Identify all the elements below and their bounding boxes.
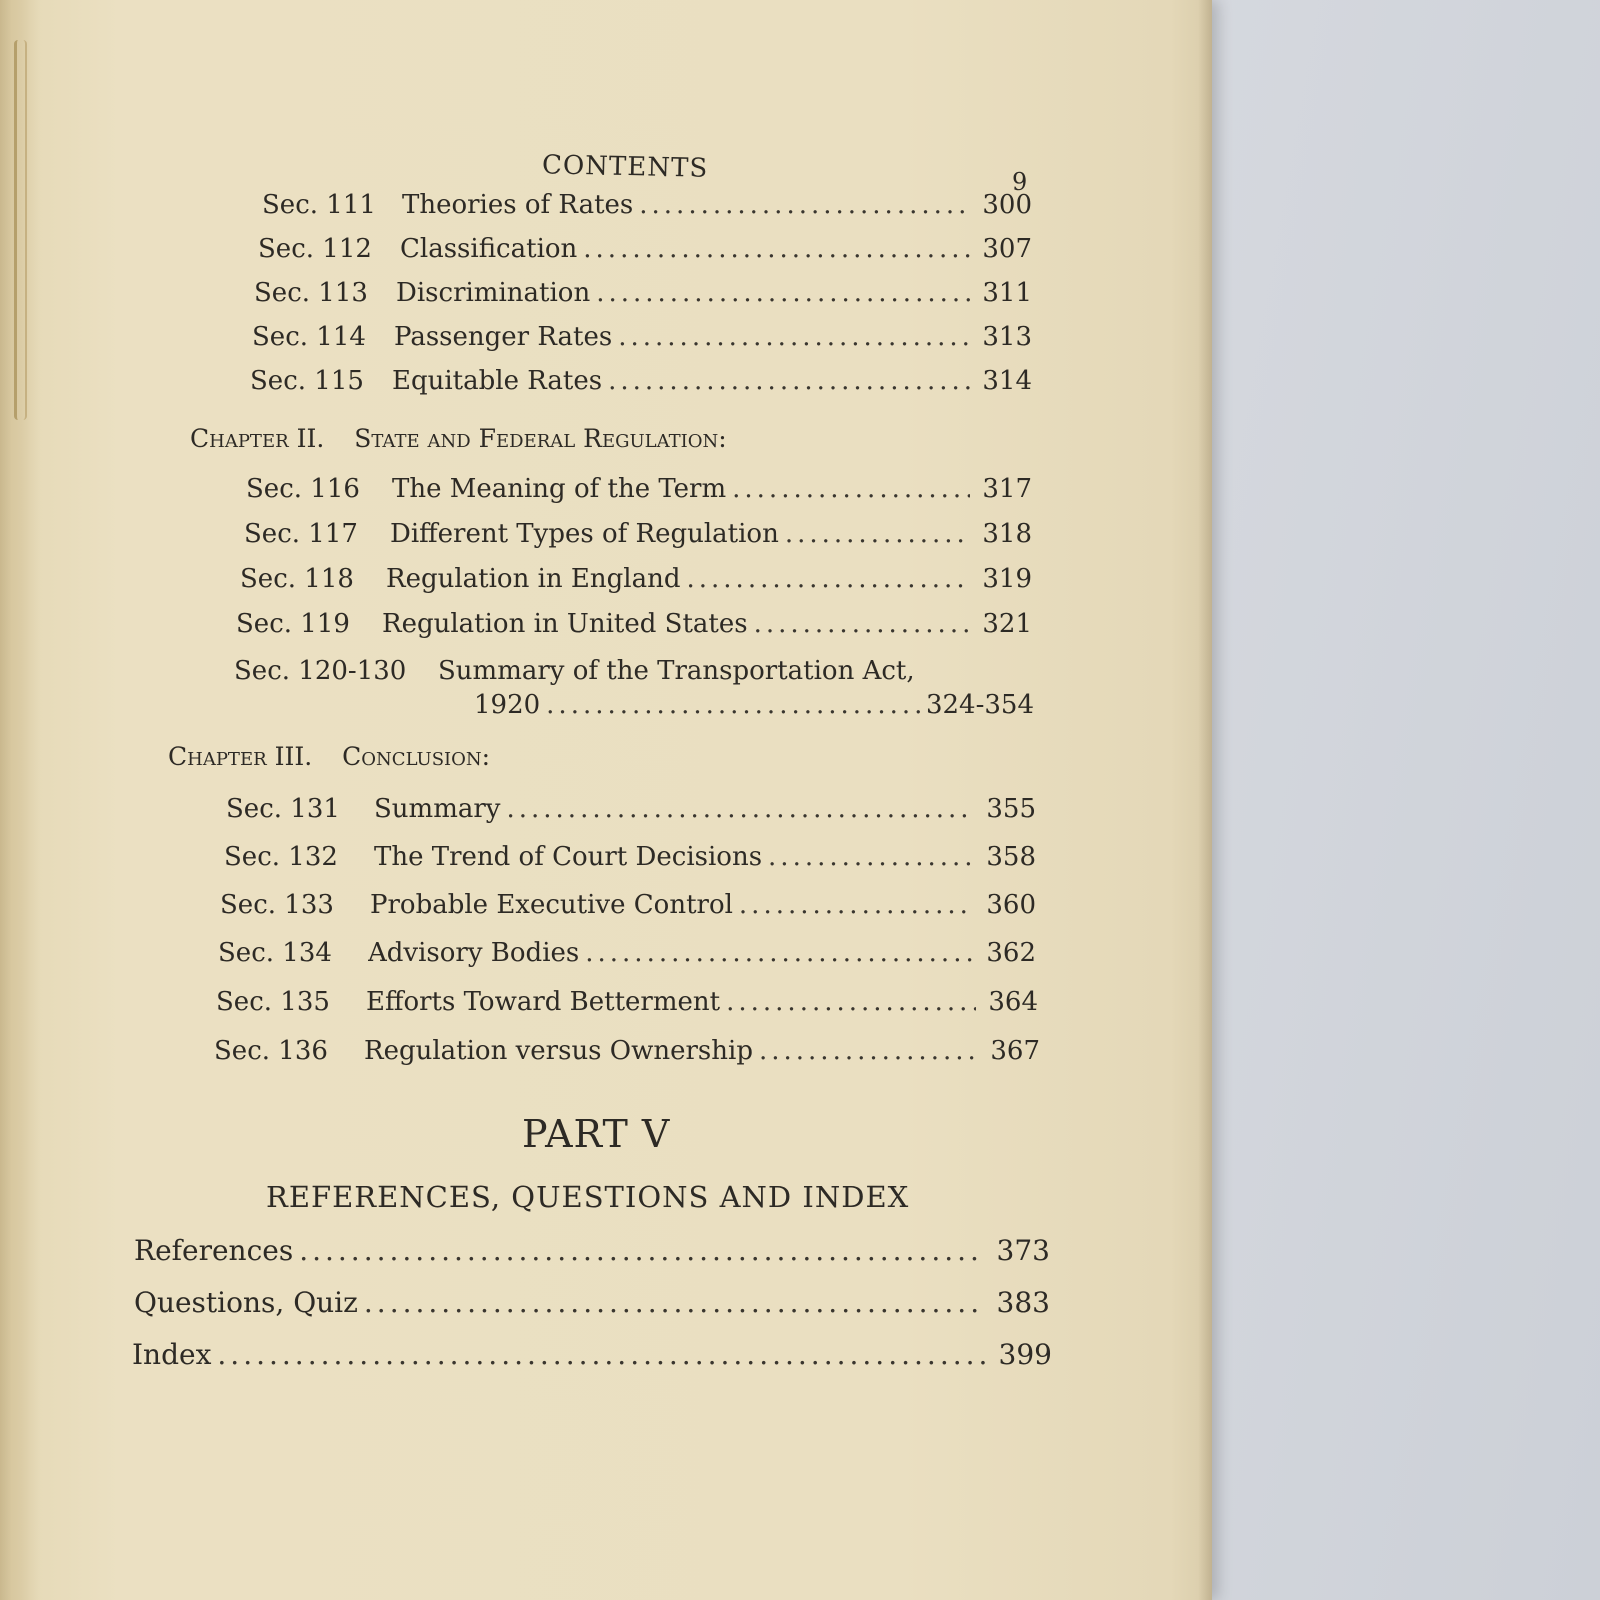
section-number: Sec. 112 bbox=[258, 234, 372, 264]
dot-leader bbox=[759, 1036, 978, 1066]
dot-leader bbox=[639, 190, 970, 220]
entry-page: 373 bbox=[996, 1234, 1050, 1267]
section-page: 360 bbox=[986, 890, 1036, 920]
toc-entry-sec-117 bbox=[244, 519, 1032, 553]
dot-leader bbox=[596, 278, 970, 308]
dot-leader bbox=[217, 1338, 986, 1371]
section-number: Sec. 134 bbox=[218, 938, 332, 968]
section-page: 317 bbox=[982, 474, 1032, 504]
section-page: 318 bbox=[982, 519, 1032, 549]
section-title: Regulation in United States bbox=[382, 609, 748, 639]
section-page: 307 bbox=[982, 234, 1032, 264]
section-number: Sec. 117 bbox=[244, 519, 358, 549]
section-title: Summary bbox=[374, 794, 501, 824]
section-title: Equitable Rates bbox=[392, 366, 603, 396]
toc-entry-sec-118 bbox=[240, 564, 1032, 598]
section-title: The Meaning of the Term bbox=[392, 474, 727, 504]
page-binding bbox=[0, 0, 40, 1600]
dot-leader bbox=[299, 1234, 984, 1267]
section-number: Sec. 119 bbox=[236, 609, 350, 639]
page-number: 9 bbox=[1012, 168, 1028, 196]
section-number: Sec. 132 bbox=[224, 842, 338, 872]
dot-leader bbox=[732, 474, 970, 504]
section-page: 314 bbox=[982, 366, 1032, 396]
section-title: Theories of Rates bbox=[402, 190, 634, 220]
section-page: 311 bbox=[982, 278, 1032, 308]
entry-title: References bbox=[134, 1234, 294, 1267]
section-page: 319 bbox=[982, 564, 1032, 594]
section-page: 362 bbox=[986, 938, 1036, 968]
dot-leader bbox=[754, 609, 970, 639]
chapter-iii-heading bbox=[168, 742, 490, 771]
section-title: Discrimination bbox=[396, 278, 591, 308]
toc-entry-sec-116 bbox=[246, 474, 1032, 508]
dot-leader bbox=[687, 564, 971, 594]
dot-leader bbox=[546, 690, 922, 720]
section-number: Sec. 116 bbox=[246, 474, 360, 504]
toc-entry-sec-133 bbox=[220, 890, 1036, 924]
toc-entry-sec-136 bbox=[214, 1036, 1040, 1070]
toc-entry-sec-132 bbox=[224, 842, 1036, 876]
dot-leader bbox=[726, 987, 976, 1017]
dot-leader bbox=[364, 1286, 984, 1319]
section-title: Advisory Bodies bbox=[368, 938, 580, 968]
chapter-title: State and Federal Regulation: bbox=[354, 424, 727, 453]
entry-title: Index bbox=[132, 1338, 212, 1371]
toc-entry-index bbox=[132, 1338, 1052, 1372]
section-number: Sec. 111 bbox=[262, 190, 376, 220]
section-title: Regulation versus Ownership bbox=[364, 1036, 753, 1066]
section-number: Sec. 113 bbox=[254, 278, 368, 308]
toc-entry-sec-114 bbox=[252, 322, 1032, 356]
toc-entry-sec-113 bbox=[254, 278, 1032, 312]
chapter-label: Chapter III. bbox=[168, 742, 313, 771]
section-number: Sec. 133 bbox=[220, 890, 334, 920]
toc-entry-sec-134 bbox=[218, 938, 1036, 972]
toc-entry-sec-120-130 bbox=[234, 656, 1034, 690]
toc-entry-sec-112 bbox=[258, 234, 1032, 268]
dot-leader bbox=[739, 890, 974, 920]
section-number: Sec. 118 bbox=[240, 564, 354, 594]
chapter-label: Chapter II. bbox=[190, 424, 325, 453]
part-subtitle: REFERENCES, QUESTIONS AND INDEX bbox=[266, 1180, 910, 1214]
section-title: Regulation in England bbox=[386, 564, 681, 594]
toc-entry-sec-120-130-continued bbox=[474, 690, 1034, 724]
section-number: Sec. 120-130 bbox=[234, 656, 407, 686]
toc-entry-questions-quiz bbox=[134, 1286, 1050, 1320]
toc-entry-sec-115 bbox=[250, 366, 1032, 400]
chapter-ii-heading bbox=[190, 424, 727, 453]
section-title: The Trend of Court Decisions bbox=[374, 842, 763, 872]
section-title: Probable Executive Control bbox=[370, 890, 733, 920]
toc-entry-sec-119 bbox=[236, 609, 1032, 643]
toc-entry-sec-135 bbox=[216, 987, 1038, 1021]
section-page: 367 bbox=[990, 1036, 1040, 1066]
dot-leader bbox=[608, 366, 970, 396]
running-head: CONTENTS bbox=[541, 150, 709, 184]
section-page: 358 bbox=[986, 842, 1036, 872]
entry-page: 399 bbox=[998, 1338, 1052, 1371]
section-page: 321 bbox=[982, 609, 1032, 639]
section-title: Efforts Toward Betterment bbox=[366, 987, 721, 1017]
section-number: Sec. 114 bbox=[252, 322, 366, 352]
section-title: Classification bbox=[400, 234, 578, 264]
toc-entry-sec-111 bbox=[262, 190, 1032, 224]
chapter-title: Conclusion: bbox=[342, 742, 491, 771]
section-number: Sec. 135 bbox=[216, 987, 330, 1017]
section-number: Sec. 136 bbox=[214, 1036, 328, 1066]
dot-leader bbox=[583, 234, 970, 264]
dot-leader bbox=[585, 938, 974, 968]
section-title: Passenger Rates bbox=[394, 322, 613, 352]
dot-leader bbox=[506, 794, 974, 824]
section-page: 364 bbox=[988, 987, 1038, 1017]
entry-title: Questions, Quiz bbox=[134, 1286, 358, 1319]
toc-entry-references bbox=[134, 1234, 1050, 1268]
dot-leader bbox=[785, 519, 970, 549]
entry-page: 383 bbox=[996, 1286, 1050, 1319]
section-title: Different Types of Regulation bbox=[390, 519, 779, 549]
section-page: 300 bbox=[982, 190, 1032, 220]
section-title: Summary of the Transportation Act, bbox=[438, 656, 915, 686]
section-title-line2: 1920 bbox=[474, 690, 541, 720]
section-page: 324-354 bbox=[925, 690, 1034, 720]
toc-entry-sec-131 bbox=[226, 794, 1036, 828]
section-page: 355 bbox=[986, 794, 1036, 824]
dot-leader bbox=[618, 322, 970, 352]
binding-thread bbox=[14, 40, 27, 420]
part-title: PART V bbox=[522, 1112, 671, 1156]
page-edge bbox=[1198, 0, 1212, 1600]
dot-leader bbox=[768, 842, 974, 872]
section-number: Sec. 131 bbox=[226, 794, 340, 824]
section-number: Sec. 115 bbox=[250, 366, 364, 396]
section-page: 313 bbox=[982, 322, 1032, 352]
